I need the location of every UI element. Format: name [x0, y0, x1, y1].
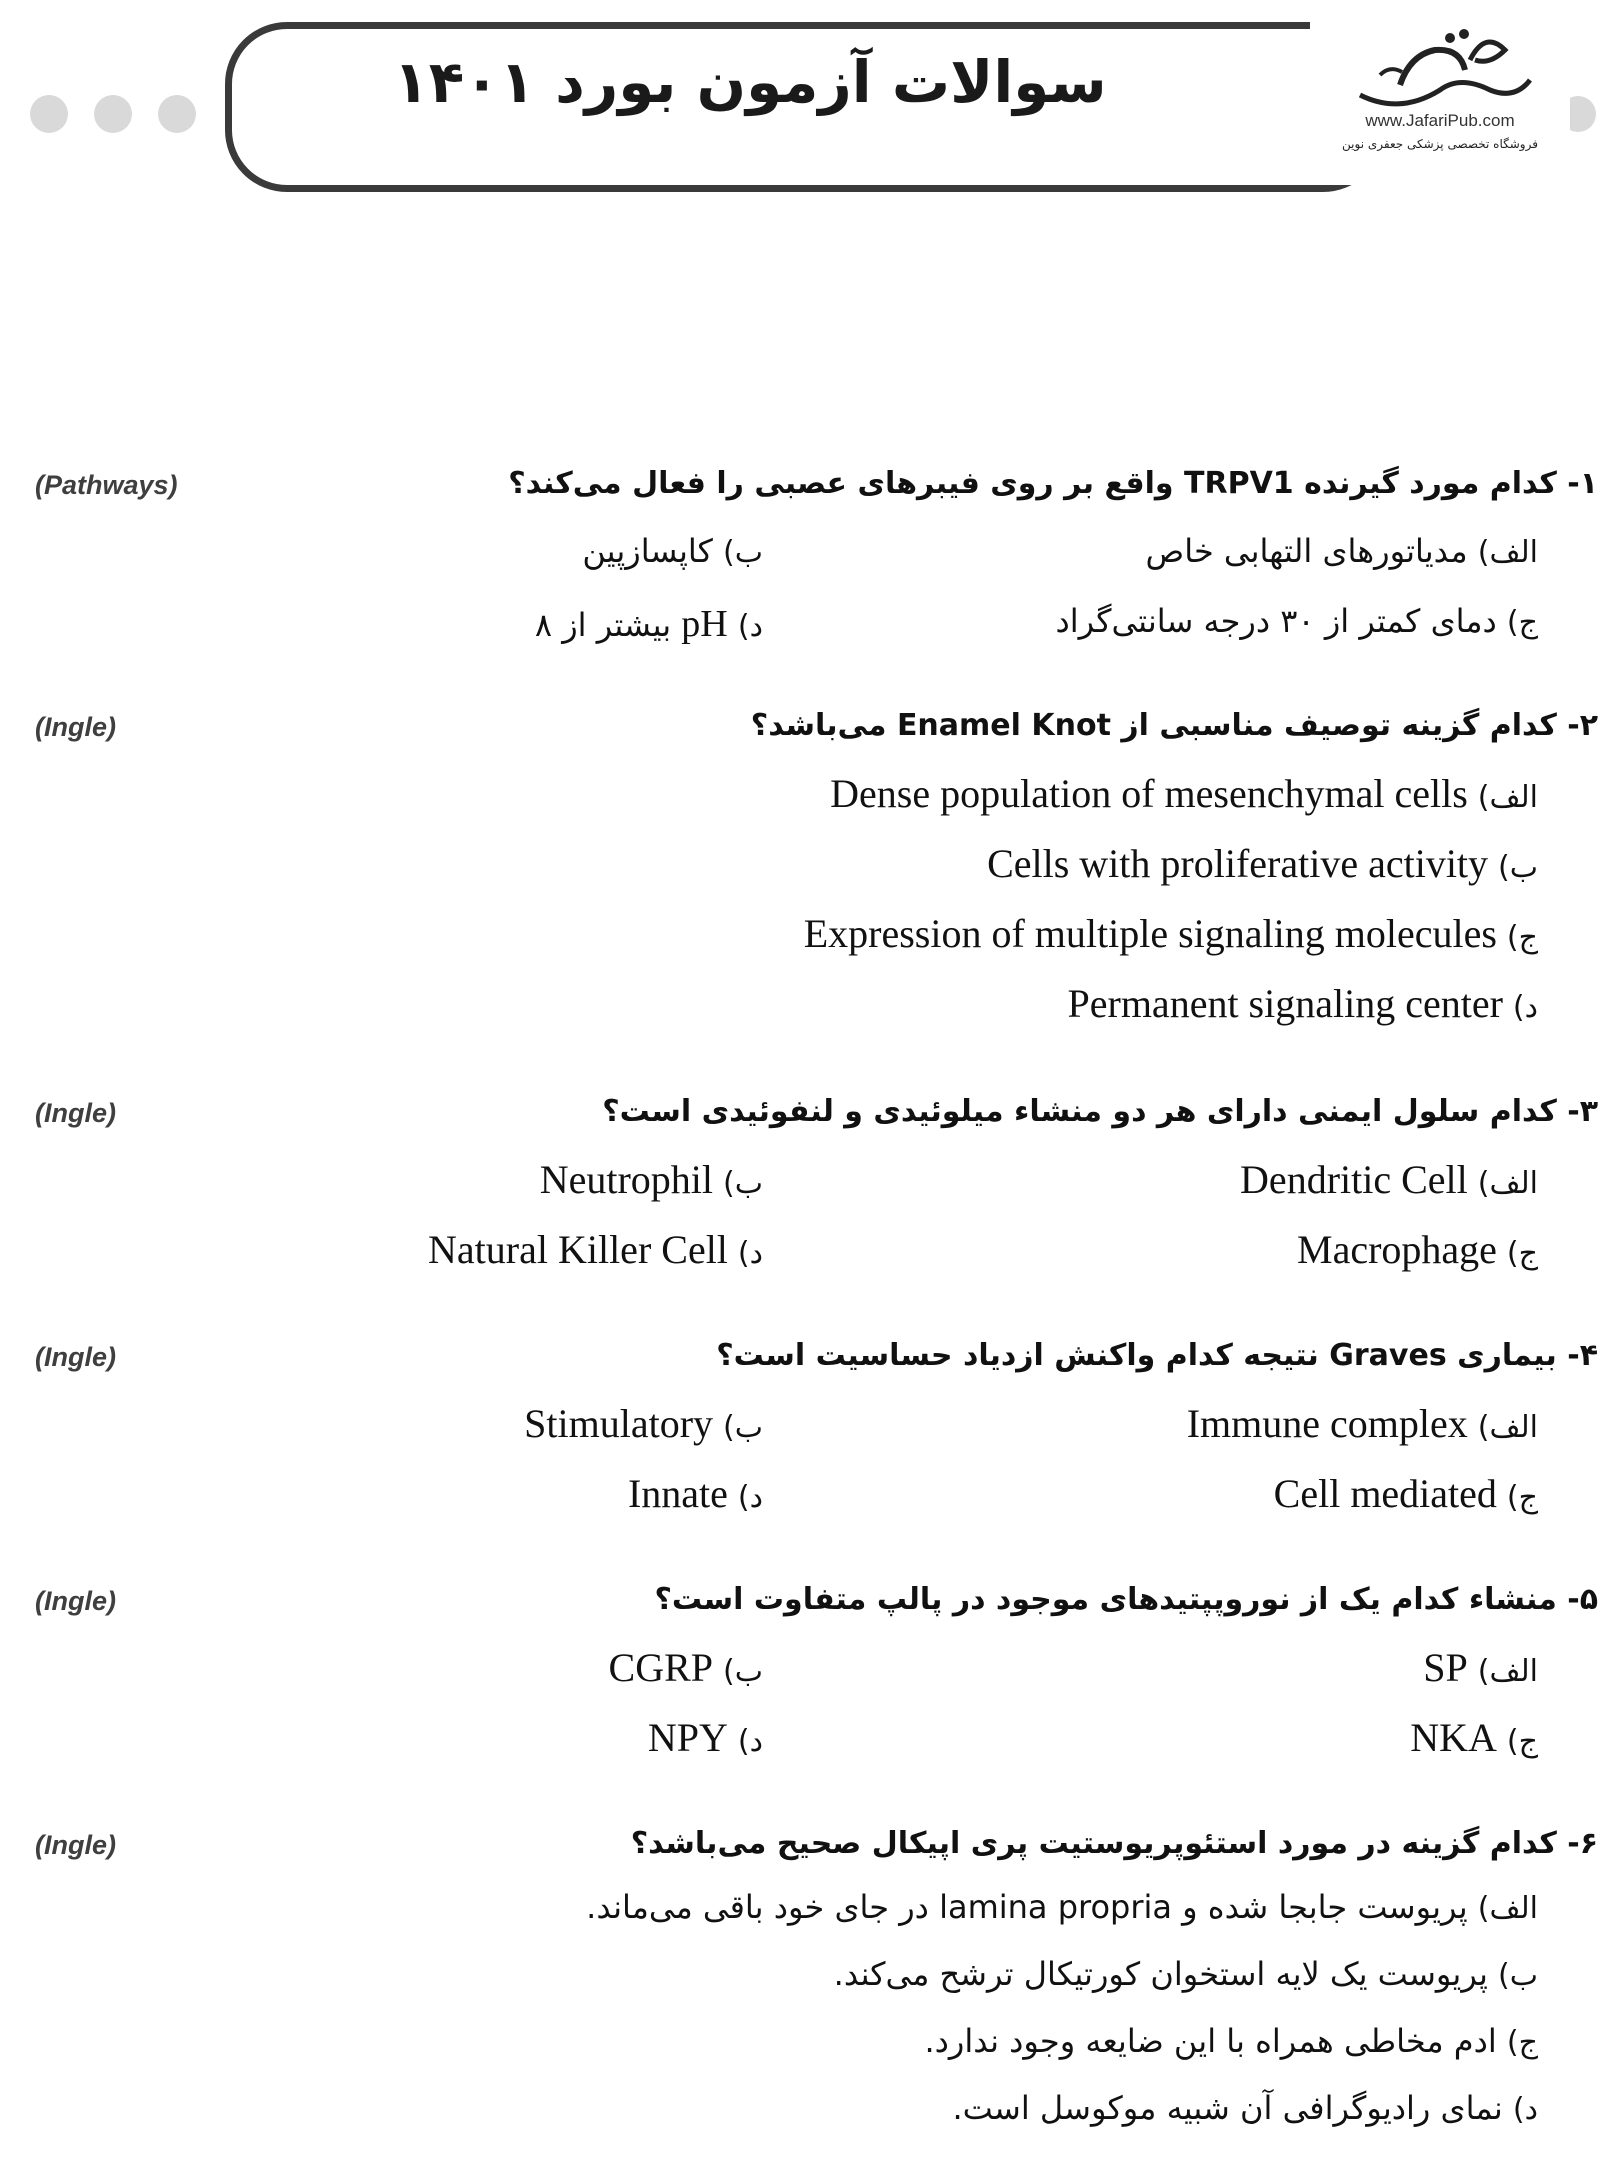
decorative-dot	[94, 95, 132, 133]
option-text: مدیاتورهای التهابی خاص	[1145, 532, 1468, 570]
option-text: Innate	[627, 1471, 728, 1516]
question-stem: کدام مورد گیرنده TRPV1 واقع بر روی فیبرهای عصبی را فعال می‌کند؟	[508, 466, 1557, 501]
question-text	[602, 1094, 1598, 1129]
option-text: NPY	[647, 1715, 728, 1760]
option-text: Permanent signaling center	[1067, 981, 1503, 1026]
option-b	[834, 1955, 1538, 1993]
option-label: ج)	[1506, 920, 1538, 955]
question-text	[631, 1826, 1598, 1861]
option-c	[804, 910, 1538, 957]
question-number: ۶-	[1567, 1826, 1598, 1861]
option-d	[428, 1226, 763, 1273]
question-stem: کدام سلول ایمنی دارای هر دو منشاء میلوئیدی و لنفوئیدی است؟	[602, 1094, 1557, 1129]
option-label: الف)	[1477, 780, 1538, 815]
option-b	[609, 1644, 763, 1691]
question-text	[655, 1582, 1598, 1617]
option-label: ب)	[1498, 1958, 1538, 1993]
option-label: ب)	[723, 1166, 763, 1201]
question-source: (Pathways)	[35, 470, 178, 500]
option-text: کاپسازپین	[582, 532, 713, 570]
option-a	[586, 1888, 1538, 1926]
question-source: (Ingle)	[35, 1342, 116, 1372]
option-label: ج)	[1506, 1724, 1538, 1759]
option-label: د)	[1512, 2092, 1538, 2127]
question-stem: کدام گزینه در مورد استئوپریوستیت پری اپیکال صحیح می‌باشد؟	[630, 1826, 1557, 1861]
question-source: (Ingle)	[35, 1098, 116, 1128]
option-label: ب)	[723, 535, 763, 570]
option-text: پریوست یک لایه استخوان کورتیکال ترشح می‌کند.	[833, 1955, 1488, 1993]
option-label: الف)	[1477, 1654, 1538, 1689]
option-label: د)	[737, 1480, 763, 1515]
page-title: سوالات آزمون بورد ۱۴۰۱	[393, 48, 1107, 116]
option-text: Macrophage	[1297, 1227, 1497, 1272]
option-label: ب)	[723, 1654, 763, 1689]
option-label: ب)	[1498, 850, 1538, 885]
question-text	[508, 466, 1598, 501]
question-stem: بیماری Graves نتیجه کدام واکنش ازدیاد حساسیت است؟	[716, 1338, 1557, 1373]
question-number: ۵-	[1567, 1582, 1598, 1617]
option-text: ادم مخاطی همراه با این ضایعه وجود ندارد.	[924, 2022, 1497, 2060]
option-d	[648, 1714, 763, 1761]
option-d	[628, 1470, 763, 1517]
option-text: Dense population of mesenchymal cells	[830, 771, 1468, 816]
option-label: الف)	[1477, 1410, 1538, 1445]
option-label: الف)	[1477, 535, 1538, 570]
option-label: ج)	[1506, 1480, 1538, 1515]
option-text: Cell mediated	[1273, 1471, 1497, 1516]
option-label: د)	[737, 1724, 763, 1759]
option-c	[1055, 602, 1538, 640]
option-label: ج)	[1506, 1236, 1538, 1271]
option-c	[925, 2022, 1539, 2060]
jafari-logo-icon	[1340, 20, 1540, 115]
option-c	[1274, 1470, 1538, 1517]
option-text: Immune complex	[1186, 1401, 1468, 1446]
question-source: (Ingle)	[35, 712, 116, 742]
question-stem: کدام گزینه توصیف مناسبی از Enamel Knot می‌باشد؟	[750, 708, 1557, 743]
option-d	[952, 2089, 1538, 2127]
question-number: ۴-	[1567, 1338, 1598, 1373]
option-c	[1297, 1226, 1538, 1273]
decorative-dots	[30, 95, 196, 133]
question-stem: منشاء کدام یک از نوروپپتیدهای موجود در پالپ متفاوت است؟	[654, 1582, 1557, 1617]
option-label: د)	[737, 1236, 763, 1271]
option-b	[987, 840, 1538, 887]
option-b	[540, 1156, 763, 1203]
publisher-logo	[1310, 20, 1570, 185]
option-d	[535, 602, 763, 646]
option-label: الف)	[1477, 1891, 1538, 1926]
option-text: Natural Killer Cell	[428, 1227, 728, 1272]
option-label: د)	[737, 609, 763, 644]
option-label: ج)	[1506, 605, 1538, 640]
question-text	[716, 1338, 1598, 1373]
option-text: Neutrophil	[539, 1157, 714, 1202]
option-text: NKA	[1410, 1715, 1497, 1760]
question-number: ۲-	[1567, 708, 1598, 743]
option-c	[1410, 1714, 1538, 1761]
option-d	[1068, 980, 1539, 1027]
option-label: ج)	[1506, 2025, 1538, 2060]
option-text: SP	[1423, 1645, 1468, 1690]
option-label: الف)	[1477, 1166, 1538, 1201]
option-text: CGRP	[608, 1645, 714, 1690]
logo-tagline: فروشگاه تخصصی پزشکی جعفری نوین	[1342, 137, 1538, 151]
option-text-en: pH	[681, 603, 728, 645]
option-text: دمای کمتر از ۳۰ درجه سانتی‌گراد	[1055, 602, 1497, 640]
question-source: (Ingle)	[35, 1586, 116, 1616]
question-number: ۱-	[1567, 466, 1598, 501]
question-source: (Ingle)	[35, 1830, 116, 1860]
option-text: Dendritic Cell	[1240, 1157, 1468, 1202]
option-a	[1146, 532, 1539, 570]
option-a	[1423, 1644, 1538, 1691]
option-label: د)	[1512, 990, 1538, 1025]
option-b	[524, 1400, 763, 1447]
option-a	[1187, 1400, 1538, 1447]
decorative-dot	[30, 95, 68, 133]
decorative-dot	[158, 95, 196, 133]
option-label: ب)	[723, 1410, 763, 1445]
option-b	[582, 532, 763, 570]
option-a	[1240, 1156, 1538, 1203]
option-text: نمای رادیوگرافی آن شبیه موکوسل است.	[952, 2089, 1503, 2127]
option-text: پریوست جابجا شده و lamina propria در جای خود باقی می‌ماند.	[586, 1888, 1468, 1926]
option-a	[830, 770, 1538, 817]
option-text: Cells with proliferative activity	[987, 841, 1489, 886]
option-text: بیشتر از ۸	[534, 606, 672, 644]
option-text: Expression of multiple signaling molecules	[803, 911, 1497, 956]
question-text	[751, 708, 1598, 743]
option-text: Stimulatory	[524, 1401, 714, 1446]
question-number: ۳-	[1567, 1094, 1598, 1129]
logo-url: www.JafariPub.com	[1365, 111, 1515, 130]
